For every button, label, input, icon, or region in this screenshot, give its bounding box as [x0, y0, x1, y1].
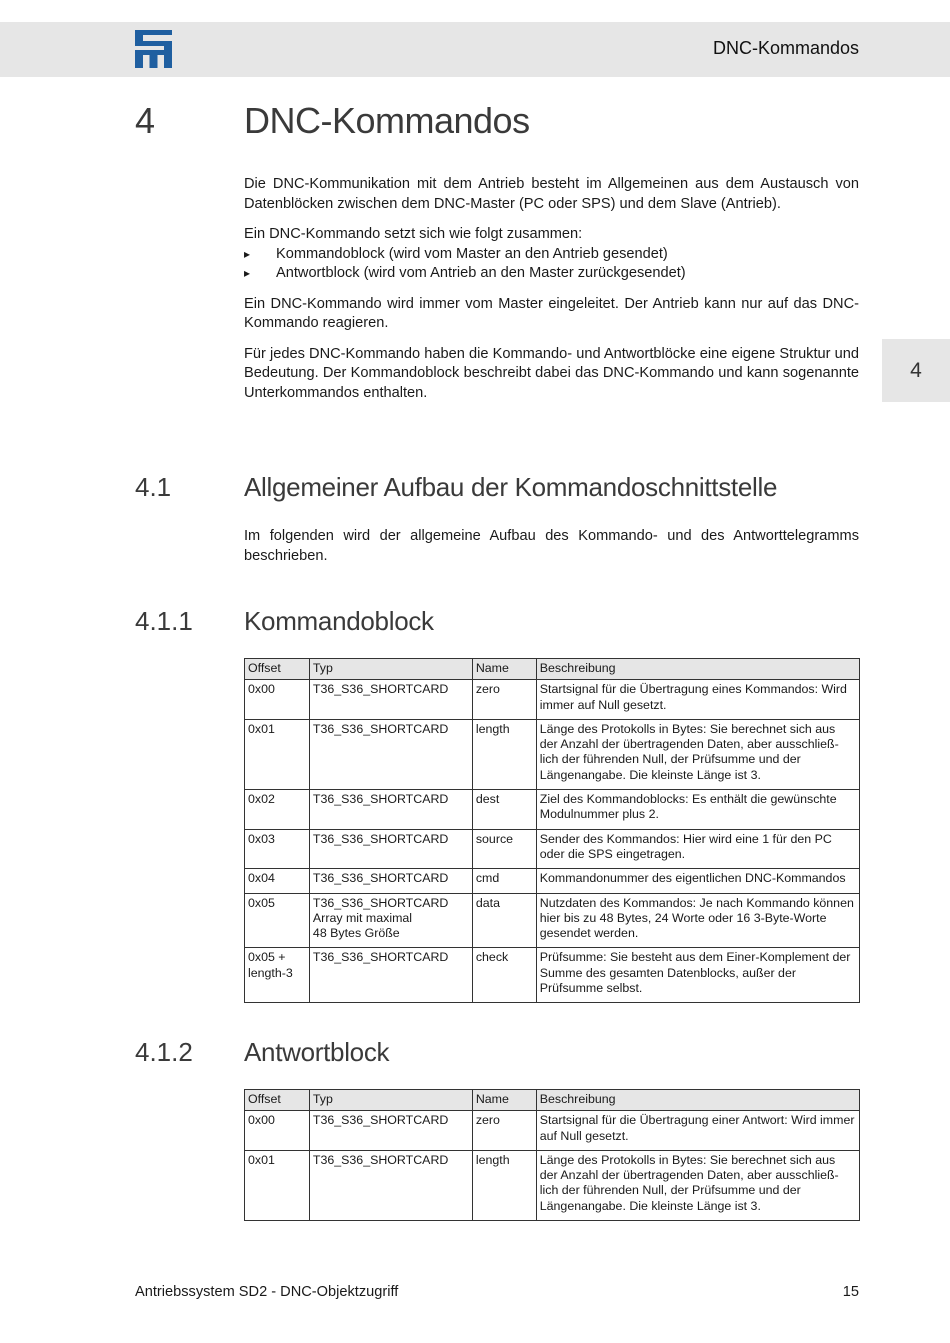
column-header: Beschreibung: [536, 1090, 859, 1111]
table-row: [245, 829, 860, 869]
description-cell: Startsignal für die Übertragung eines Kommandos: Wird immer auf Null gesetzt.: [536, 680, 859, 720]
name-cell: zero: [472, 1111, 536, 1151]
subsection-number: 4.1.1: [135, 606, 193, 636]
description-cell: Länge des Protokolls in Bytes: Sie berechnet sich aus der Anzahl der übertragenden Daten, aber ausschließ-lich der führenden Null, der Prüfsumme und der Längenangabe. Die kleinste Länge ist 3.: [536, 719, 859, 789]
table-header-row: [245, 1090, 860, 1111]
offset-cell: 0x00: [245, 680, 310, 720]
column-header: Offset: [245, 659, 310, 680]
chapter-side-tab: 4: [882, 339, 950, 402]
name-cell: dest: [472, 790, 536, 830]
column-header: Name: [472, 1090, 536, 1111]
table-row: [245, 869, 860, 893]
bullet-item: ▸ Kommandoblock (wird vom Master an den Antrieb gesendet): [244, 245, 859, 265]
table-row: [245, 1111, 860, 1151]
offset-cell: 0x05 + length-3: [245, 948, 310, 1003]
column-header: Beschreibung: [536, 659, 859, 680]
name-cell: zero: [472, 680, 536, 720]
name-cell: source: [472, 829, 536, 869]
subsection-number: 4.1.2: [135, 1037, 193, 1067]
column-header: Name: [472, 659, 536, 680]
chapter-number: 4: [135, 100, 156, 141]
description-cell: Nutzdaten des Kommandos: Je nach Kommando können hier bis zu 48 Bytes, 24 Worte oder 16 3-Byte-Worte gesendet werden.: [536, 893, 859, 948]
column-header: Offset: [245, 1090, 310, 1111]
paragraph: Im folgenden wird der allgemeine Aufbau des Kommando- und des Antworttelegramms beschrieben.: [244, 528, 859, 564]
chapter-body: [244, 175, 859, 414]
description-cell: Ziel des Kommandoblocks: Es enthält die gewünschte Modulnummer plus 2.: [536, 790, 859, 830]
description-cell: Sender des Kommandos: Hier wird eine 1 für den PC oder die SPS eingetragen.: [536, 829, 859, 869]
section-number: 4.1: [135, 472, 172, 502]
offset-cell: 0x04: [245, 869, 310, 893]
paragraph: Die DNC-Kommunikation mit dem Antrieb besteht im Allgemeinen aus dem Austausch von Datenblöcken zwischen dem DNC-Master (PC oder SPS) und dem Slave (Antrieb).: [244, 176, 859, 212]
bullet-list: [244, 245, 859, 284]
section-title: Allgemeiner Aufbau der Kommandoschnittstelle: [244, 472, 778, 502]
table-row: [245, 719, 860, 789]
paragraph: Für jedes DNC-Kommando haben die Kommando- und Antwortblöcke eine eigene Struktur und Bedeutung. Der Kommandoblock beschreibt dabei das DNC-Kommando und kann sogenannte Unterkommandos enthalten.: [244, 345, 859, 401]
name-cell: data: [472, 893, 536, 948]
type-cell: T36_S36_SHORTCARD: [309, 829, 472, 869]
paragraph: Ein DNC-Kommando setzt sich wie folgt zusammen:: [244, 226, 583, 242]
offset-cell: 0x01: [245, 719, 310, 789]
type-cell: T36_S36_SHORTCARD: [309, 719, 472, 789]
table-row: [245, 893, 860, 948]
type-cell: T36_S36_SHORTCARD Array mit maximal 48 Bytes Größe: [309, 893, 472, 948]
description-cell: Prüfsumme: Sie besteht aus dem Einer-Komplement der Summe des gesamten Datenblocks, außer der Prüfsumme selbst.: [536, 948, 859, 1003]
table-header-row: [245, 659, 860, 680]
subsection-title: Kommandoblock: [244, 606, 434, 636]
type-cell: T36_S36_SHORTCARD: [309, 790, 472, 830]
header-title: DNC-Kommandos: [712, 38, 859, 58]
description-cell: Kommandonummer des eigentlichen DNC-Kommandos: [536, 869, 859, 893]
name-cell: length: [472, 719, 536, 789]
type-cell: T36_S36_SHORTCARD: [309, 869, 472, 893]
offset-cell: 0x05: [245, 893, 310, 948]
description-cell: Länge des Protokolls in Bytes: Sie berechnet sich aus der Anzahl der übertragenden Daten, aber ausschließ-lich der führenden Null, der Prüfsumme und der Längenangabe. Die kleinste Länge ist 3.: [536, 1150, 859, 1220]
paragraph: Ein DNC-Kommando wird immer vom Master eingeleitet. Der Antrieb kann nur auf das DNC-Kommando reagieren.: [244, 295, 859, 331]
table-row: [245, 948, 860, 1003]
section-body: [244, 527, 859, 577]
footer-document-title: Antriebssystem SD2 - DNC-Objektzugriff: [135, 1284, 399, 1300]
table-row: [245, 790, 860, 830]
column-header: Typ: [309, 1090, 472, 1111]
name-cell: cmd: [472, 869, 536, 893]
antwortblock-table: [244, 1089, 860, 1221]
offset-cell: 0x03: [245, 829, 310, 869]
subsection-title: Antwortblock: [244, 1037, 390, 1067]
type-cell: T36_S36_SHORTCARD: [309, 948, 472, 1003]
type-cell: T36_S36_SHORTCARD: [309, 1150, 472, 1220]
bullet-item: ▸ Antwortblock (wird vom Antrieb an den Master zurückgesendet): [244, 264, 859, 284]
footer-page-number: 15: [842, 1284, 859, 1300]
type-cell: T36_S36_SHORTCARD: [309, 680, 472, 720]
chapter-title: DNC-Kommandos: [244, 100, 530, 141]
kommandoblock-table: [244, 658, 860, 1003]
name-cell: length: [472, 1150, 536, 1220]
column-header: Typ: [309, 659, 472, 680]
type-cell: T36_S36_SHORTCARD: [309, 1111, 472, 1151]
description-cell: Startsignal für die Übertragung einer Antwort: Wird immer auf Null gesetzt.: [536, 1111, 859, 1151]
offset-cell: 0x00: [245, 1111, 310, 1151]
offset-cell: 0x01: [245, 1150, 310, 1220]
table-row: [245, 1150, 860, 1220]
table-row: [245, 680, 860, 720]
company-logo-icon: [135, 30, 172, 68]
name-cell: check: [472, 948, 536, 1003]
offset-cell: 0x02: [245, 790, 310, 830]
